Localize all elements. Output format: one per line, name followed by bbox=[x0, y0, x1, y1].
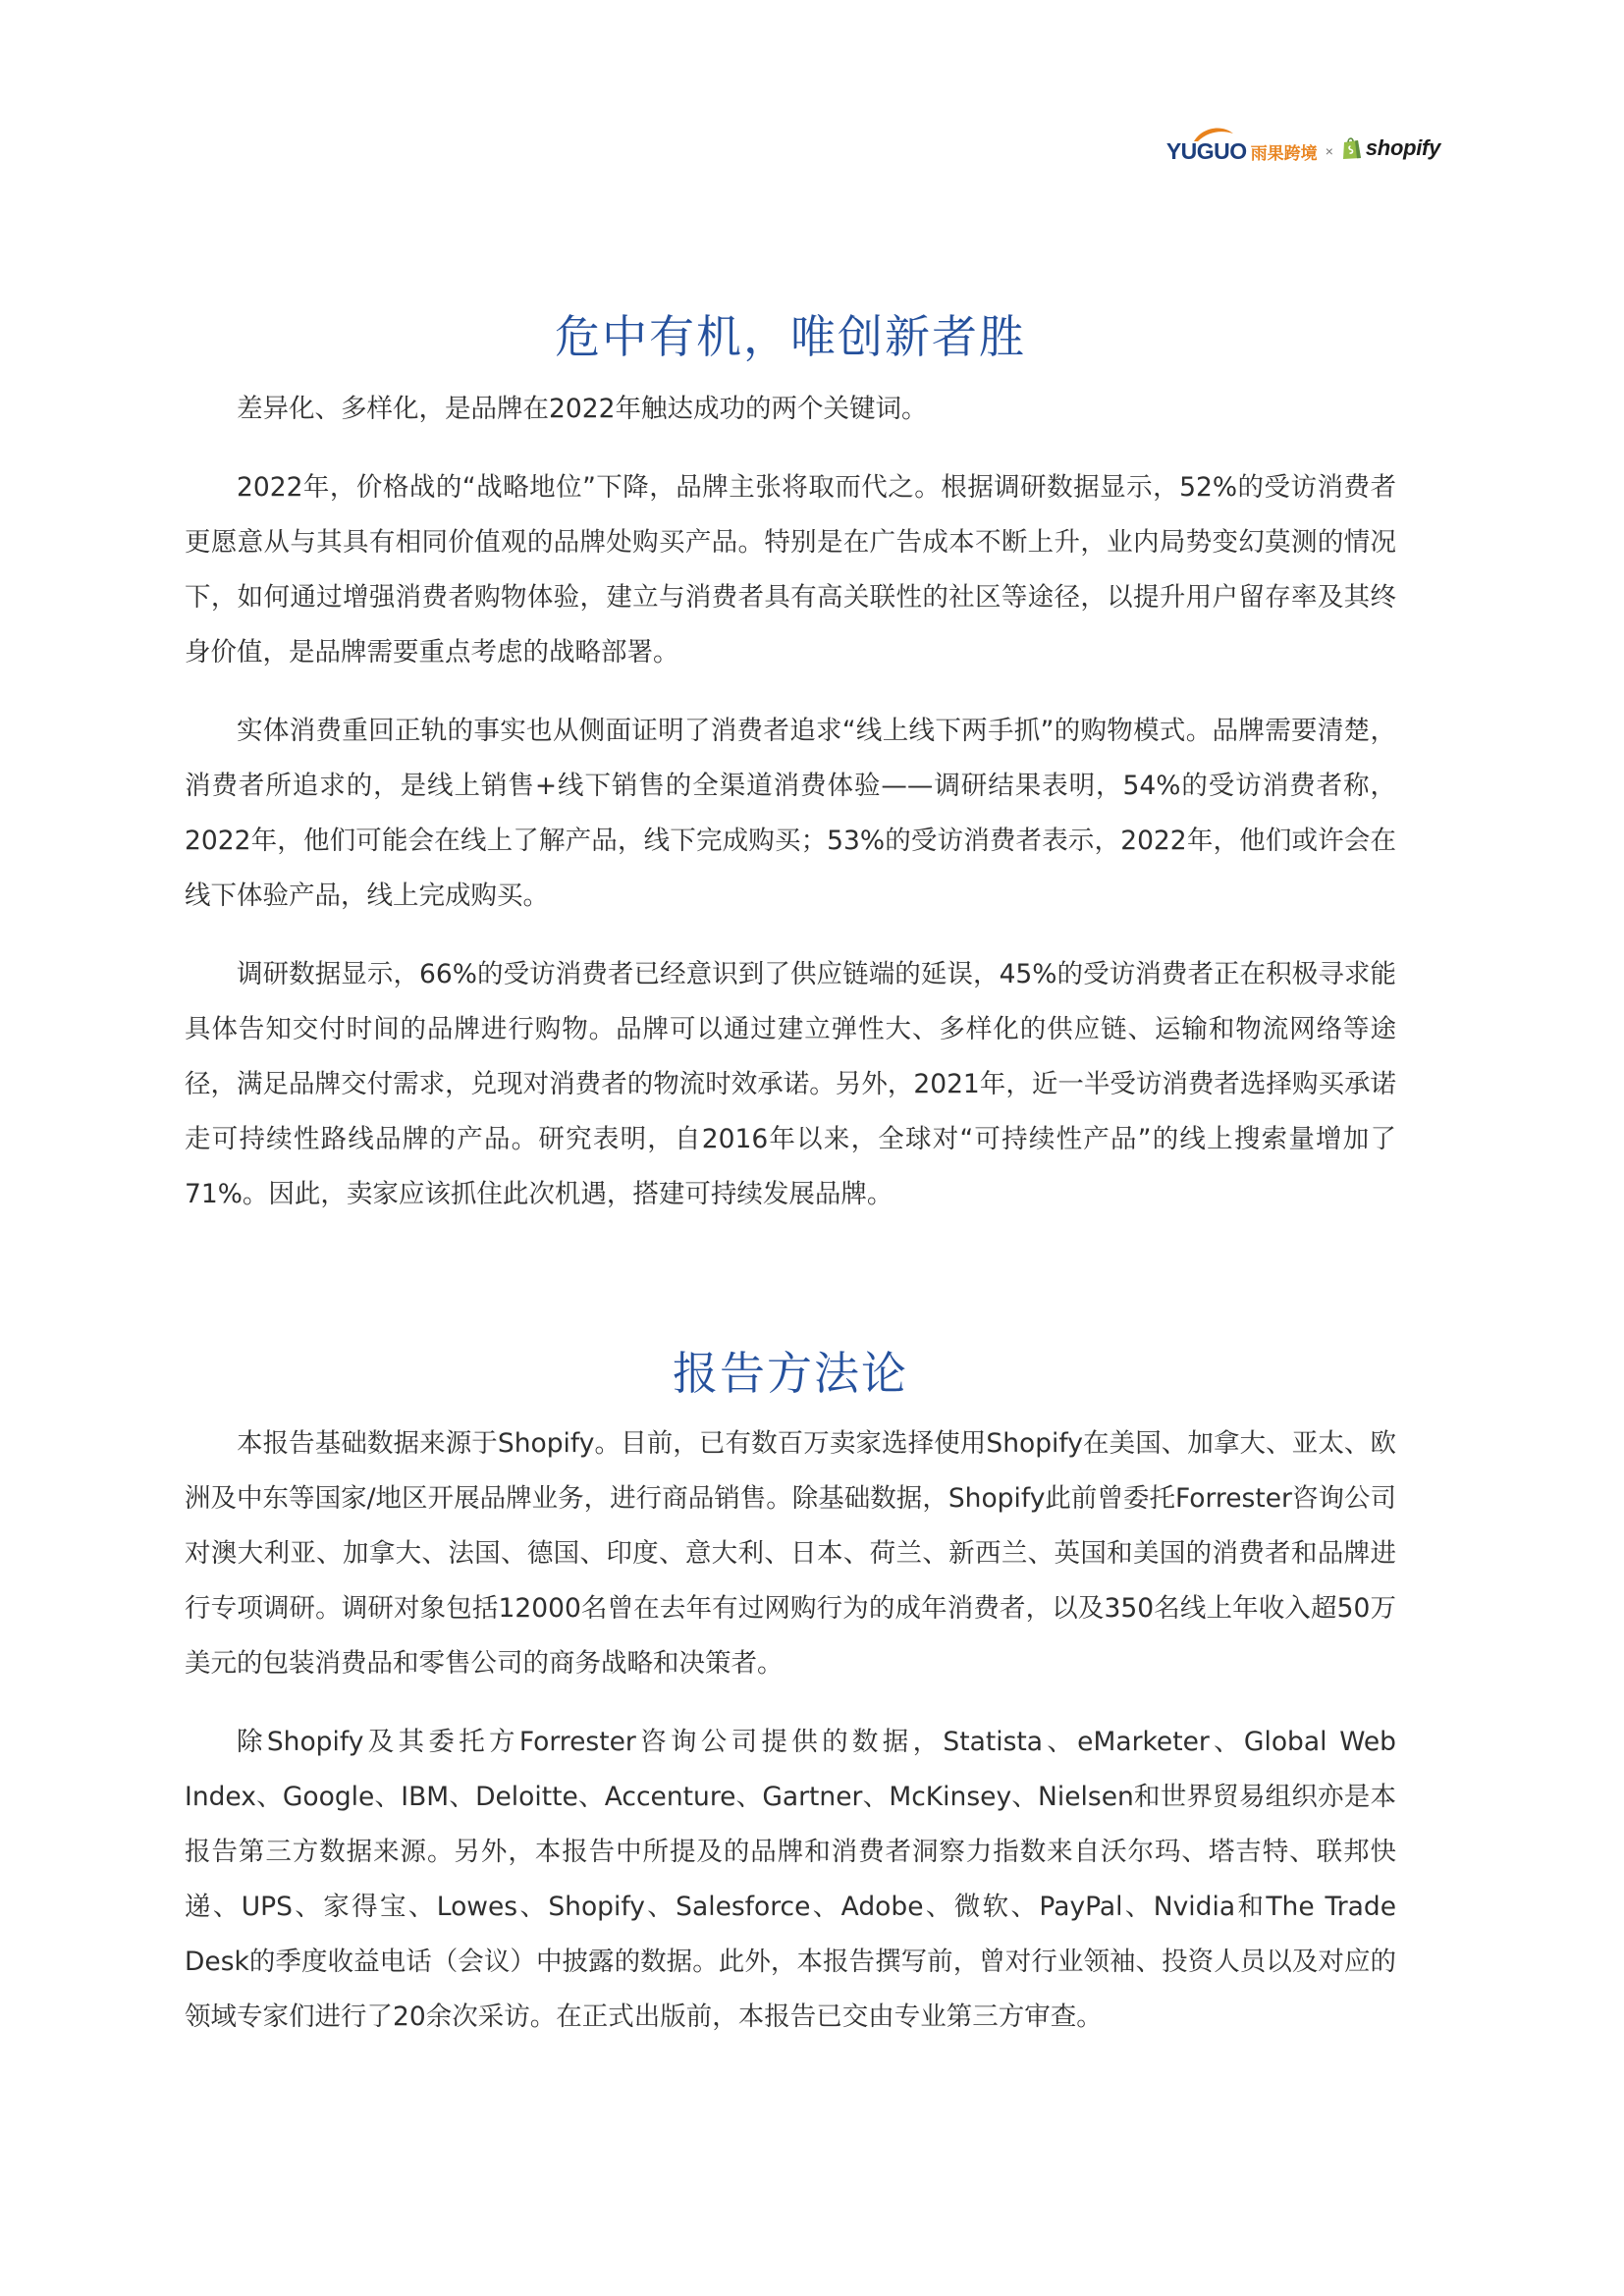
yuguo-logo bbox=[1166, 124, 1318, 163]
section-title: 危中有机，唯创新者胜 bbox=[555, 310, 1026, 363]
shopify-bag-icon bbox=[1341, 136, 1363, 160]
paragraph: 差异化、多样化，是品牌在2022年触达成功的两个关键词。 bbox=[237, 394, 928, 425]
header-logo bbox=[1166, 124, 1440, 163]
paragraph: 本报告基础数据来源于Shopify。目前，已有数百万卖家选择使用Shopify在美国、加拿大、亚太、欧洲及中东等国家/地区开展品牌业务，进行商品销售。除基础数据，Shopify此前曾委托Forrester咨询公司对澳大利亚、加拿大、法国、德国、印度、意大利、日本、荷兰、新西兰、英国和美国的消费者和品牌进行专项调研。调研对象包括12000名曾在去年有过网购行为的成年消费者，以及350名线上年收入超50万美元的包装消费品和零售公司的商务战略和决策者。 bbox=[185, 1428, 1396, 1680]
paragraph: 2022年，价格战的“战略地位”下降，品牌主张将取而代之。根据调研数据显示，52%的受访消费者更愿意从与其具有相同价值观的品牌处购买产品。特别是在广告成本不断上升，业内局势变幻莫测的情况下，如何通过增强消费者购物体验，建立与消费者具有高关联性的社区等途径，以提升用户留存率及其终身价值，是品牌需要重点考虑的战略部署。 bbox=[185, 472, 1396, 668]
section-methodology bbox=[185, 1347, 1396, 2045]
logo-separator: × bbox=[1325, 143, 1333, 159]
section-crisis-opportunity bbox=[185, 310, 1396, 1222]
shopify-logo bbox=[1341, 126, 1440, 161]
section-title: 报告方法论 bbox=[673, 1347, 908, 1400]
shopify-brand: shopify bbox=[1365, 135, 1440, 160]
paragraph: 实体消费重回正轨的事实也从侧面证明了消费者追求“线上线下两手抓”的购物模式。品牌需要清楚，消费者所追求的，是线上销售+线下销售的全渠道消费体验——调研结果表明，54%的受访消费者称，2022年，他们可能会在线上了解产品，线下完成购买；53%的受访消费者表示，2022年，他们或许会在线下体验产品，线上完成购买。 bbox=[185, 716, 1396, 912]
yuguo-brand-en: YUGUO bbox=[1165, 138, 1247, 164]
yuguo-swoosh-icon bbox=[1192, 126, 1235, 143]
paragraph: 除Shopify及其委托方Forrester咨询公司提供的数据，Statista、eMarketer、Global Web Index、Google、IBM、Deloitte、Accenture、Gartner、McKinsey、Nielsen和世界贸易组织亦是本报告第三方数据来源。另外，本报告中所提及的品牌和消费者洞察力指数来自沃尔玛、塔吉特、联邦快递、UPS、家得宝、Lowes、Shopify、Salesforce、Adobe、微软、PayPal、Nvidia和The Trade Desk的季度收益电话（会议）中披露的数据。此外，本报告撰写前，曾对行业领袖、投资人员以及对应的领域专家们进行了20余次采访。在正式出版前，本报告已交由专业第三方审查。 bbox=[185, 1727, 1396, 2033]
paragraph: 调研数据显示，66%的受访消费者已经意识到了供应链端的延误，45%的受访消费者正在积极寻求能具体告知交付时间的品牌进行购物。品牌可以通过建立弹性大、多样化的供应链、运输和物流网络等途径，满足品牌交付需求，兑现对消费者的物流时效承诺。另外，2021年，近一半受访消费者选择购买承诺走可持续性路线品牌的产品。研究表明，自2016年以来，全球对“可持续性产品”的线上搜索量增加了71%。因此，卖家应该抓住此次机遇，搭建可持续发展品牌。 bbox=[185, 959, 1396, 1210]
yuguo-brand-cn: 雨果跨境 bbox=[1250, 144, 1318, 164]
